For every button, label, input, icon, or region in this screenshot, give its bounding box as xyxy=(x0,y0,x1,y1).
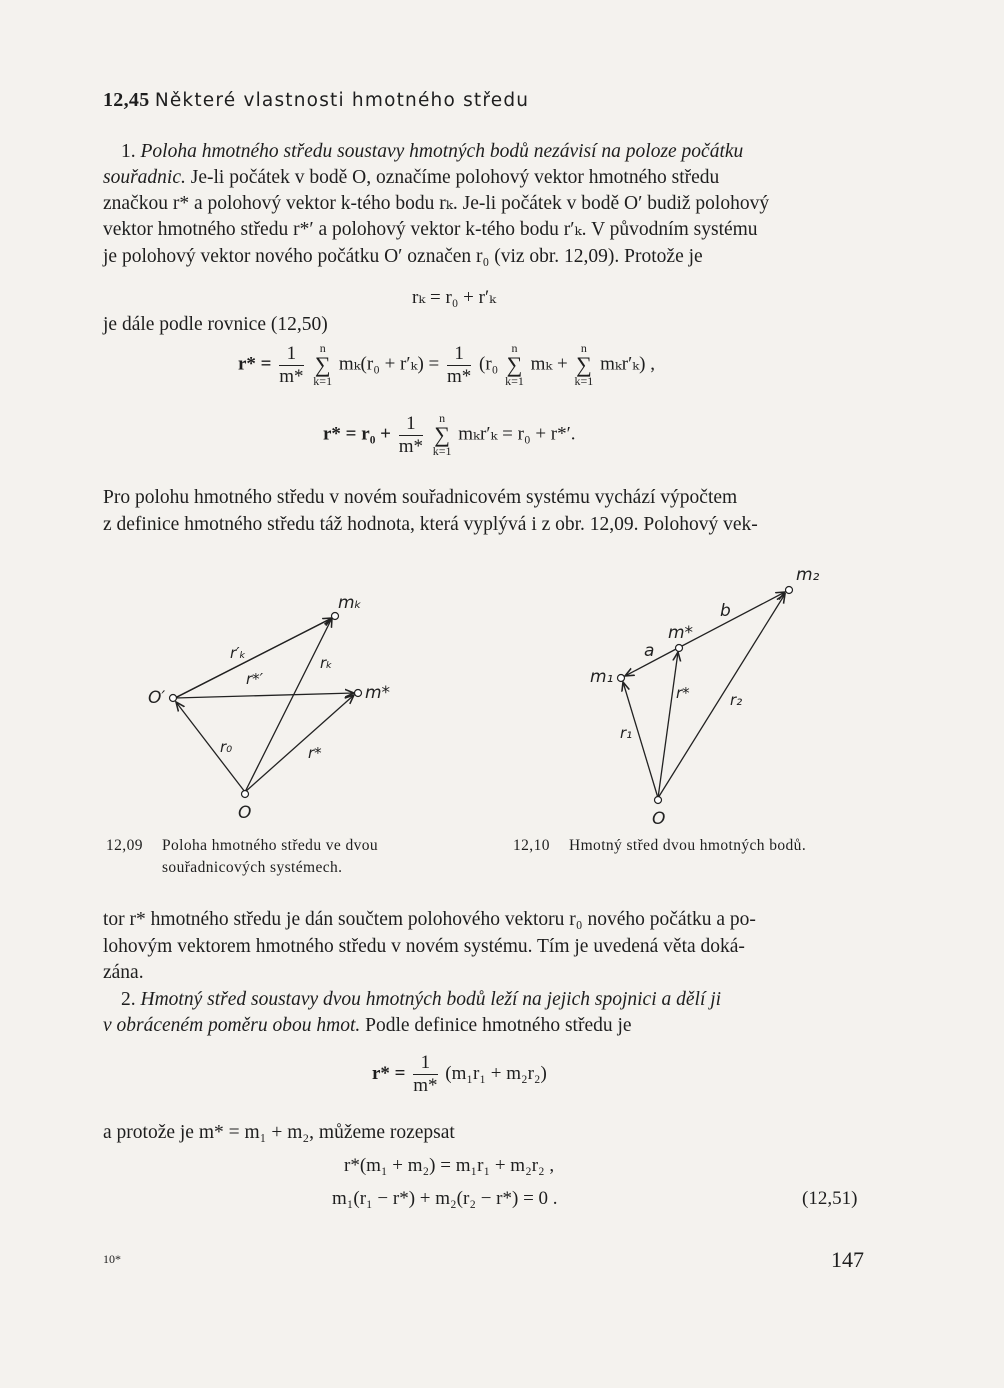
eq2-term2: (r₀ xyxy=(479,353,499,375)
label-rstar: r* xyxy=(308,744,322,762)
eq4-rhs: (m₁r₁ + m₂r₂) xyxy=(445,1062,547,1084)
label-rk-prime: r′ₖ xyxy=(230,644,246,662)
equation-rk: rₖ = r₀ + r′ₖ xyxy=(412,287,497,308)
label-m1: m₁ xyxy=(590,667,614,687)
section-title: Některé vlastnosti hmotného středu xyxy=(154,90,530,111)
item-number: 2. xyxy=(121,989,136,1010)
eq2-lhs: r* = xyxy=(238,353,272,375)
point-O xyxy=(242,791,249,798)
label-a: a xyxy=(644,641,655,661)
point-m1 xyxy=(618,675,625,682)
label-b: b xyxy=(720,601,731,621)
body-text: Podle definice hmotného středu je xyxy=(365,1015,632,1036)
eq3-term: mₖr′ₖ = r₀ + r*′. xyxy=(458,423,576,445)
theorem-text: Hmotný střed soustavy dvou hmotných bodů leží na jejich spojnici a dělí ji xyxy=(140,989,722,1010)
eq2-frac2: $\frac{1}{m*}$ xyxy=(447,342,472,387)
vector-rstar xyxy=(245,695,354,792)
equation-expanded: r*(m₁ + m₂) = m₁r₁ + m₂r₂ , xyxy=(344,1155,555,1176)
figure-12-09 xyxy=(140,580,420,830)
theorem-text-end: v obráceném poměru obou hmot. xyxy=(103,1015,361,1036)
para4-line2: lohovým vektorem hmotného středu v novém systému. Tím je uvedená věta doká- xyxy=(103,936,745,957)
label-rstar: r* xyxy=(676,684,690,702)
theorem-text-end: souřadnic. xyxy=(103,167,186,188)
eq2-sum3: n ∑ k=1 xyxy=(574,341,594,388)
equation-rstar-result xyxy=(323,412,576,458)
item-number: 1. xyxy=(121,141,136,162)
equation-12-51: m₁(r₁ − r*) + m₂(r₂ − r*) = 0 . xyxy=(332,1188,558,1209)
eq2-sum2: n ∑ k=1 xyxy=(505,341,524,388)
label-mstar: m* xyxy=(365,683,391,703)
theorem-text: Poloha hmotného středu soustavy hmotných bodů nezávisí na poloze počátku xyxy=(140,141,744,162)
caption-number: 12,09 xyxy=(106,837,143,854)
label-rk: rₖ xyxy=(320,654,333,672)
para3-line1: Pro polohu hmotného středu v novém souřadnicovém systému vychází výpočtem xyxy=(103,487,738,508)
para4-line1: tor r* hmotného středu je dán součtem polohového vektoru r₀ nového počátku a po- xyxy=(103,909,756,930)
footer-signature-mark: 10* xyxy=(103,1252,121,1266)
point-m2 xyxy=(786,587,793,594)
para1-line2 xyxy=(103,165,863,190)
label-r1: r₁ xyxy=(620,724,633,742)
point-mstar xyxy=(676,645,683,652)
page-number: 147 xyxy=(831,1247,864,1272)
eq3-lhs: r* = r₀ + xyxy=(323,423,391,445)
eq4-frac: $\frac{1}{m*}$ xyxy=(413,1052,438,1096)
para1-line3: značkou r* a polohový vektor k-tého bodu rₖ. Je-li počátek v bodě O′ budiž polohový xyxy=(103,193,770,214)
vector-rk xyxy=(245,618,332,792)
vector-rstar xyxy=(658,652,678,798)
para1-line4: vektor hmotného středu r*′ a polohový vektor k-tého bodu r′ₖ. V původním systému xyxy=(103,219,758,240)
figure-caption-12-09 xyxy=(106,835,378,879)
para3-line2: z definice hmotného středu táž hodnota, která vyplývá i z obr. 12,09. Polohový vek- xyxy=(103,514,758,535)
point-O xyxy=(655,797,662,804)
label-O-prime: O′ xyxy=(148,688,166,708)
label-mstar: m* xyxy=(668,623,694,643)
label-m2: m₂ xyxy=(796,565,820,585)
caption-text-2: souřadnicových systémech. xyxy=(162,859,343,876)
eq2-term4: mₖr′ₖ) , xyxy=(600,353,656,375)
equation-center-of-mass-two-points xyxy=(372,1052,547,1097)
para1-line1 xyxy=(103,139,863,164)
vector-rstar-prime xyxy=(175,693,354,698)
eq2-term3: mₖ + xyxy=(530,353,568,375)
caption-number: 12,10 xyxy=(513,837,550,854)
figure-12-10 xyxy=(580,560,850,830)
label-r2: r₂ xyxy=(730,691,743,709)
label-r0: r₀ xyxy=(220,738,233,756)
para1-line5: je polohový vektor nového počátku O′ označen r₀ (viz obr. 12,09). Protože je xyxy=(103,246,703,267)
equation-rstar-expansion xyxy=(238,342,655,388)
equation-number: (12,51) xyxy=(802,1188,858,1209)
eq3-frac: $\frac{1}{m*}$ xyxy=(398,412,423,457)
eq2-term1: mₖ(r₀ + r′ₖ) = xyxy=(338,353,440,375)
para4-line3: zána. xyxy=(103,962,144,983)
eq2-frac1: $\frac{1}{m*}$ xyxy=(279,342,304,387)
eq2-sum1: n ∑ k=1 xyxy=(313,341,333,388)
point-O-prime xyxy=(170,695,177,702)
para2: je dále podle rovnice (12,50) xyxy=(103,314,328,335)
vector-r0 xyxy=(176,702,245,792)
point-mstar xyxy=(355,690,362,697)
label-O: O xyxy=(238,803,252,823)
para5-line2 xyxy=(103,1013,863,1038)
para6: a protože je m* = m₁ + m₂, můžeme rozepsat xyxy=(103,1122,455,1143)
para5-line1 xyxy=(103,987,863,1012)
eq4-lhs: r* = xyxy=(372,1062,406,1084)
section-heading xyxy=(103,88,863,113)
figure-caption-12-10 xyxy=(513,835,806,857)
label-rstar-prime: r*′ xyxy=(246,670,264,688)
caption-text: Hmotný střed dvou hmotných bodů. xyxy=(569,837,807,854)
label-mk: mₖ xyxy=(338,593,362,613)
body-text: Je-li počátek v bodě O, označíme polohový vektor hmotného středu xyxy=(190,167,720,188)
caption-text: Poloha hmotného středu ve dvou xyxy=(162,837,379,854)
section-number: 12,45 xyxy=(103,89,150,111)
point-mk xyxy=(332,613,339,620)
eq3-sum: n ∑ k=1 xyxy=(432,411,452,458)
label-O: O xyxy=(652,809,666,829)
